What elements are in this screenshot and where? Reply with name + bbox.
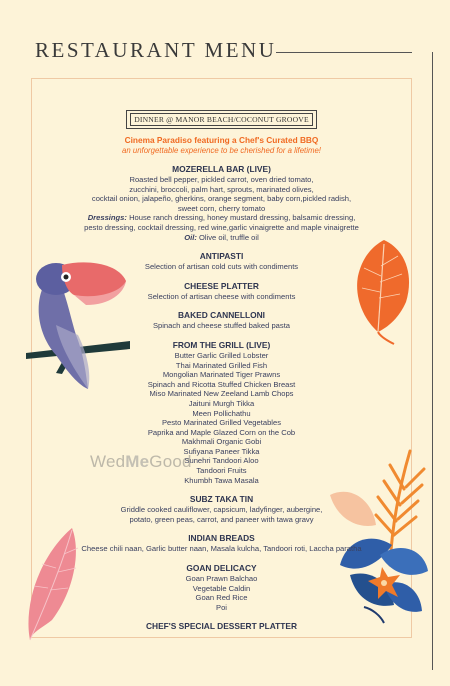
menu-line: cocktail onion, jalapeño, gherkins, orange segment, baby corn,pickled radish, (91, 194, 352, 204)
menu-line: Jaituni Murgh Tikka (188, 398, 255, 408)
watermark-part: Good (149, 452, 192, 471)
menu-section-dessert-platter (31, 621, 412, 632)
tagline: Cinema Paradiso featuring a Chef's Curated BBQ (124, 135, 319, 145)
menu-line: Thai Marinated Grilled Fish (175, 360, 268, 370)
menu-line: Goan Red Rice (195, 593, 248, 603)
dressings-line (31, 213, 412, 223)
menu-line: Vegetable Caldin (192, 583, 251, 593)
oil-label: Oil: (184, 232, 197, 242)
dressings-label: Dressings: (87, 213, 127, 223)
menu-section-from-the-grill (31, 340, 412, 485)
menu-line: Paprika and Maple Glazed Corn on the Cob (147, 427, 296, 437)
menu-line: Makhmali Organic Gobi (181, 437, 262, 447)
menu-line: Mongolian Marinated Tiger Prawns (162, 370, 281, 380)
menu-line: Spinach and cheese stuffed baked pasta (152, 321, 291, 331)
section-heading: SUBZ TAKA TIN (189, 494, 254, 505)
menu-line: Butter Garlic Grilled Lobster (174, 350, 269, 360)
section-heading: MOZERELLA BAR (LIVE) (172, 164, 271, 174)
menu-section-goan-delicacy (31, 563, 412, 612)
menu-section-cheese-platter (31, 281, 412, 302)
watermark-part: Wed (90, 452, 126, 471)
menu-section-baked-cannelloni (31, 310, 412, 331)
menu-line: Meen Pollichathu (192, 408, 251, 418)
menu-section-mozerella-bar (31, 164, 412, 242)
menu-line: Miso Marinated New Zeeland Lamb Chops (149, 389, 294, 399)
oil-text: Olive oil, truffle oil (198, 232, 259, 242)
menu-line: Pesto Marinated Grilled Vegetables (161, 418, 282, 428)
menu-line: Spinach and Ricotta Stuffed Chicken Breast (147, 379, 296, 389)
page-title: RESTAURANT MENU (35, 38, 277, 62)
menu-content (31, 78, 412, 638)
section-heading: ANTIPASTI (199, 251, 244, 262)
vertical-rule (432, 52, 433, 670)
menu-line: Griddle cooked cauliflower, capsicum, ladyfinger, aubergine, (120, 505, 323, 515)
menu-line: Cheese chili naan, Garlic butter naan, Masala kulcha, Tandoori roti, Laccha paratha (81, 544, 362, 554)
menu-line: Poi (216, 602, 227, 612)
menu-section-indian-breads (31, 533, 412, 554)
menu-line: Tandoori Fruits (196, 466, 247, 476)
menu-line: Goan Prawn Balchao (185, 574, 258, 584)
title-rule (276, 52, 412, 53)
menu-line: sweet corn, cherry tomato (177, 203, 266, 213)
venue-box (126, 110, 317, 129)
menu-line: Sunehri Tandoori Aloo (184, 456, 259, 466)
dressings-text: House ranch dressing, honey mustard dressing, balsamic dressing, (129, 213, 356, 223)
venue-label: DINNER @ MANOR BEACH/COCONUT GROOVE (130, 113, 313, 126)
menu-line: Sufiyana Paneer Tikka (183, 446, 260, 456)
menu-line: potato, green peas, carrot, and paneer with tawa gravy (129, 514, 314, 524)
section-heading: FROM THE GRILL (LIVE) (172, 339, 271, 350)
sub-tagline: an unforgettable experience to be cherished for a lifetime! (122, 146, 321, 155)
menu-line: Selection of artisan cheese with condiments (147, 291, 296, 301)
menu-section-antipasti (31, 251, 412, 272)
section-heading: CHEF'S SPECIAL DESSERT PLATTER (145, 621, 298, 632)
menu-line: zucchini, broccoli, palm hart, sprouts, marinated olives, (129, 184, 314, 194)
menu-line: Khumbh Tawa Masala (184, 475, 259, 485)
section-heading: INDIAN BREADS (188, 533, 255, 544)
section-heading: BAKED CANNELLONI (177, 310, 265, 321)
menu-section-subz-taka-tin (31, 494, 412, 524)
section-heading: GOAN DELICACY (186, 563, 257, 574)
oil-line (31, 233, 412, 243)
section-heading: CHEESE PLATTER (184, 280, 259, 291)
menu-line: Roasted bell pepper, pickled carrot, oven dried tomato, (129, 175, 314, 184)
menu-line: Selection of artisan cold cuts with condiments (144, 262, 299, 272)
watermark (90, 452, 192, 472)
watermark-part: Me (125, 452, 150, 471)
menu-line: pesto dressing, cocktail dressing, red wine,garlic vinaigrette and maple vinaigrette (84, 222, 359, 232)
